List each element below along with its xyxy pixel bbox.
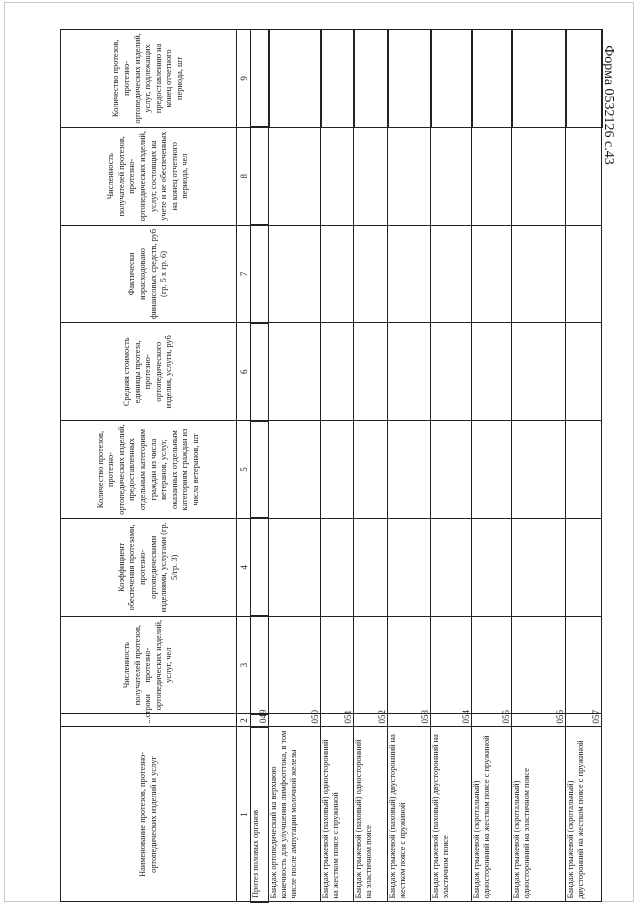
data-cell[interactable] xyxy=(321,225,354,323)
column-number: 4 xyxy=(237,518,251,616)
header-remaining-recipients: Численность получателей протезов, протезно-ортопедических изделий, услуг, состоящих на учете и не обеспеченных на конец отчетного периода, чел xyxy=(61,127,237,225)
row-name: Протез половых органов xyxy=(251,727,269,902)
data-cell[interactable] xyxy=(269,518,321,616)
data-cell[interactable] xyxy=(431,225,472,323)
row-name: Бандаж грыжевой (паховый) односторонний на жестком поясе с пружиной xyxy=(321,727,354,902)
header-name: Наименование протезов, протезно-ортопедических изделий и услуг xyxy=(61,727,237,902)
data-cell[interactable] xyxy=(321,127,354,225)
data-cell[interactable] xyxy=(354,518,388,616)
data-cell[interactable] xyxy=(512,225,566,323)
column-number: 8 xyxy=(237,127,251,225)
data-cell[interactable] xyxy=(354,616,388,714)
row-code: 053 xyxy=(388,714,431,727)
data-cell[interactable] xyxy=(388,225,431,323)
data-cell[interactable] xyxy=(251,421,269,519)
row-name: Бандаж грыжевой (паховый) двусторонний на эластичном поясе xyxy=(431,727,472,902)
data-cell[interactable] xyxy=(269,127,321,225)
data-cell[interactable] xyxy=(388,323,431,421)
table-row xyxy=(472,30,512,903)
data-cell[interactable] xyxy=(566,127,602,225)
header-recipients: Численность получателей протезов, протезно-ортопедических изделий, услуг, чел xyxy=(61,616,237,714)
table-row xyxy=(251,30,269,903)
table-row xyxy=(354,30,388,903)
data-cell[interactable] xyxy=(388,30,431,128)
data-cell[interactable] xyxy=(472,616,512,714)
data-cell[interactable] xyxy=(321,421,354,519)
table-row xyxy=(566,30,602,903)
row-code: 054 xyxy=(431,714,472,727)
data-cell[interactable] xyxy=(354,421,388,519)
table-row xyxy=(321,30,354,903)
column-number: 1 xyxy=(237,727,251,902)
data-cell[interactable] xyxy=(251,225,269,323)
form-title: Форма 0532126 с.43 xyxy=(601,45,616,165)
data-cell[interactable] xyxy=(512,518,566,616)
data-cell[interactable] xyxy=(472,518,512,616)
data-cell[interactable] xyxy=(472,225,512,323)
data-cell[interactable] xyxy=(251,127,269,225)
data-cell[interactable] xyxy=(431,30,472,128)
data-cell[interactable] xyxy=(321,323,354,421)
data-cell[interactable] xyxy=(566,616,602,714)
row-code: 051 xyxy=(321,714,354,727)
data-cell[interactable] xyxy=(269,421,321,519)
row-name: Бандаж грыжевой (скротальный) двусторонний на жестком поясе с пружиной xyxy=(566,727,602,902)
row-code: 056 xyxy=(512,714,566,727)
data-cell[interactable] xyxy=(431,421,472,519)
data-cell[interactable] xyxy=(472,127,512,225)
row-name: Бандаж грыжевой (скротальный) односторонний на эластичном поясе xyxy=(512,727,566,902)
data-cell[interactable] xyxy=(269,30,321,128)
data-cell[interactable] xyxy=(566,518,602,616)
data-cell[interactable] xyxy=(566,323,602,421)
report-table-rotated xyxy=(60,29,601,903)
header-quantity: Количество протезов, протезно-ортопедических изделий, предоставленных отдельным категориям граждан из числа ветеранов, услуг, оказанных отдельным категориям граждан из числа ветеранов, шт xyxy=(61,421,237,519)
row-code: 050 xyxy=(269,714,321,727)
data-cell[interactable] xyxy=(512,30,566,128)
column-number-row xyxy=(237,30,251,903)
table-row xyxy=(512,30,566,903)
data-cell[interactable] xyxy=(269,225,321,323)
data-cell[interactable] xyxy=(269,323,321,421)
data-cell[interactable] xyxy=(512,421,566,519)
data-cell[interactable] xyxy=(251,323,269,421)
column-number: 5 xyxy=(237,421,251,519)
header-coefficient: Коэффициент обеспечения протезами, протезно-ортопедическими изделиями, услугами (гр. 5/гр. 3) xyxy=(61,518,237,616)
data-cell[interactable] xyxy=(354,30,388,128)
data-cell[interactable] xyxy=(472,323,512,421)
column-number: 6 xyxy=(237,323,251,421)
row-name: Бандаж грыжевой (скротальный) односторонний на жестком поясе с пружиной xyxy=(472,727,512,902)
data-cell[interactable] xyxy=(431,323,472,421)
row-code: 055 xyxy=(472,714,512,727)
row-code: 052 xyxy=(354,714,388,727)
data-cell[interactable] xyxy=(354,225,388,323)
data-cell[interactable] xyxy=(321,616,354,714)
data-cell[interactable] xyxy=(512,127,566,225)
data-cell[interactable] xyxy=(566,225,602,323)
data-cell[interactable] xyxy=(251,30,269,128)
data-cell[interactable] xyxy=(251,616,269,714)
data-cell[interactable] xyxy=(566,30,602,128)
column-number: 2 xyxy=(237,714,251,727)
report-table xyxy=(60,29,603,903)
data-cell[interactable] xyxy=(472,421,512,519)
row-name: Бандаж грыжевой (паховый) двусторонний на жестком поясе с пружиной xyxy=(388,727,431,902)
row-name: Бандаж грыжевой (паховый) односторонний на эластичном поясе xyxy=(354,727,388,902)
data-cell[interactable] xyxy=(269,616,321,714)
data-cell[interactable] xyxy=(354,127,388,225)
data-cell[interactable] xyxy=(388,127,431,225)
data-cell[interactable] xyxy=(512,616,566,714)
column-number: 7 xyxy=(237,225,251,323)
data-cell[interactable] xyxy=(512,323,566,421)
data-cell[interactable] xyxy=(431,616,472,714)
header-code: ...строки xyxy=(61,714,237,727)
data-cell[interactable] xyxy=(354,323,388,421)
data-cell[interactable] xyxy=(388,616,431,714)
table-row xyxy=(388,30,431,903)
row-code: 057 xyxy=(566,714,602,727)
column-number: 3 xyxy=(237,616,251,714)
data-rows xyxy=(251,30,602,903)
data-cell[interactable] xyxy=(321,518,354,616)
data-cell[interactable] xyxy=(431,127,472,225)
data-cell[interactable] xyxy=(431,518,472,616)
row-code: 049 xyxy=(251,714,269,727)
data-cell[interactable] xyxy=(321,30,354,128)
table-row xyxy=(269,30,321,903)
data-cell[interactable] xyxy=(566,421,602,519)
header-funds: Фактически израсходовано финансовых средств, руб (гр. 5 х гр. 6) xyxy=(61,225,237,323)
column-number: 9 xyxy=(237,30,251,128)
header-avg-cost: Средняя стоимость единицы протеза, протезно-ортопедического изделия, услуги, руб xyxy=(61,323,237,421)
row-name: Бандаж ортопедический на верхнюю конечность для улучшения лимфооттока, в том числе после ампутации молочной железы xyxy=(269,727,321,902)
data-cell[interactable] xyxy=(388,421,431,519)
table-row xyxy=(431,30,472,903)
header-row xyxy=(61,30,237,903)
data-cell[interactable] xyxy=(472,30,512,128)
data-cell[interactable] xyxy=(251,518,269,616)
data-cell[interactable] xyxy=(388,518,431,616)
header-remaining-quantity: Количество протезов, протезно-ортопедических изделий, услуг, подлежащих предоставлению на конец отчетного периода, шт xyxy=(61,30,237,128)
